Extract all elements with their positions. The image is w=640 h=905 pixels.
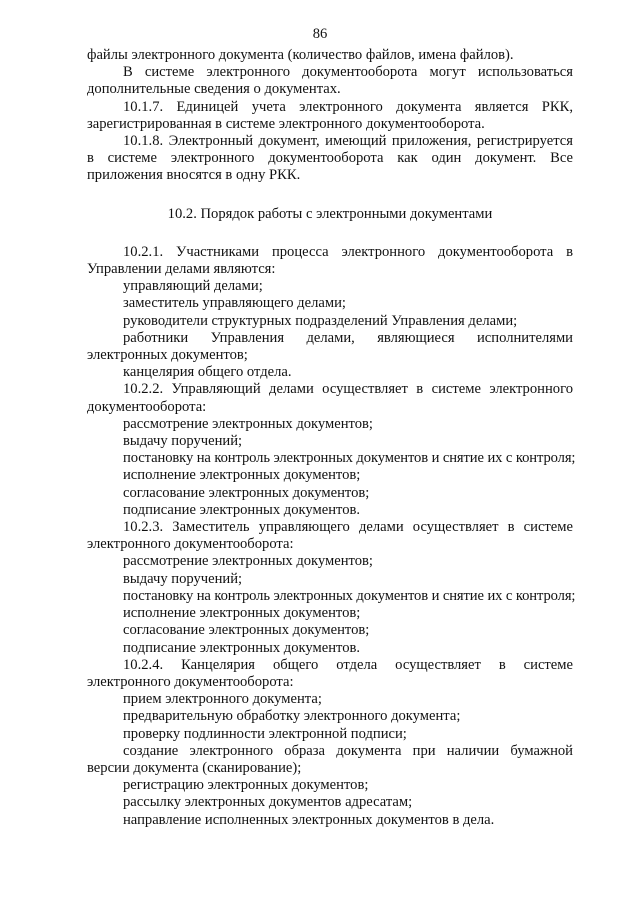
list-item: согласование электронных документов; — [123, 622, 370, 639]
list-item: выдачу поручений; — [123, 570, 243, 587]
paragraph-10-2-3: 10.2.3. Заместитель управляющего делами осуществляет в системе электронного документооборота: — [87, 519, 573, 553]
list-item: заместитель управляющего делами; — [123, 295, 346, 312]
intro-paragraph-1: В системе электронного документооборота могут использоваться дополнительные сведения о документах. — [87, 64, 573, 98]
paragraph-10-1-8: 10.1.8. Электронный документ, имеющий приложения, регистрируется в системе электронного документооборота как один документ. Все приложения вносятся в одну РКК. — [87, 133, 573, 184]
list-item: прием электронного документа; — [123, 691, 322, 708]
list-item: проверку подлинности электронной подписи; — [123, 725, 407, 742]
paragraph-10-2-4: 10.2.4. Канцелярия общего отдела осуществляет в системе электронного документооборота: — [87, 656, 573, 690]
list-item: предварительную обработку электронного документа; — [123, 708, 461, 725]
intro-line: файлы электронного документа (количество файлов, имена файлов). — [87, 47, 514, 63]
list-item: управляющий делами; — [123, 278, 263, 295]
page-number: 86 — [312, 26, 328, 42]
list-item: рассмотрение электронных документов; — [123, 415, 373, 432]
list-item: рассылку электронных документов адресатам; — [123, 794, 413, 811]
list-item: создание электронного образа документа при наличии бумажной версии документа (сканирование); — [87, 742, 573, 776]
list-item: выдачу поручений; — [123, 433, 243, 450]
list-item: подписание электронных документов. — [123, 501, 361, 518]
list-item: исполнение электронных документов; — [123, 605, 361, 622]
list-item: постановку на контроль электронных документов и снятие их с контроля; — [123, 587, 576, 604]
list-item: регистрацию электронных документов; — [123, 777, 369, 794]
list-item: рассмотрение электронных документов; — [123, 553, 373, 570]
list-item: подписание электронных документов. — [123, 639, 361, 656]
document-body — [87, 47, 576, 829]
list-item: канцелярия общего отдела. — [123, 364, 292, 381]
paragraph-10-1-7: 10.1.7. Единицей учета электронного документа является РКК, зарегистрированная в системе электронного документооборота. — [87, 98, 573, 132]
list-item: согласование электронных документов; — [123, 484, 370, 501]
paragraph-10-2-1: 10.2.1. Участниками процесса электронного документооборота в Управлении делами являются: — [87, 243, 573, 278]
list-item: постановку на контроль электронных документов и снятие их с контроля; — [123, 450, 576, 467]
list-item: направление исполненных электронных документов в дела. — [123, 811, 495, 828]
paragraph-10-2-2: 10.2.2. Управляющий делами осуществляет в системе электронного документооборота: — [87, 381, 573, 415]
section-heading: 10.2. Порядок работы с электронными документами — [167, 205, 493, 222]
list-item: работники Управления делами, являющиеся исполнителями электронных документов; — [87, 329, 573, 364]
list-item: исполнение электронных документов; — [123, 467, 361, 484]
list-item: руководители структурных подразделений Управления делами; — [123, 312, 518, 329]
